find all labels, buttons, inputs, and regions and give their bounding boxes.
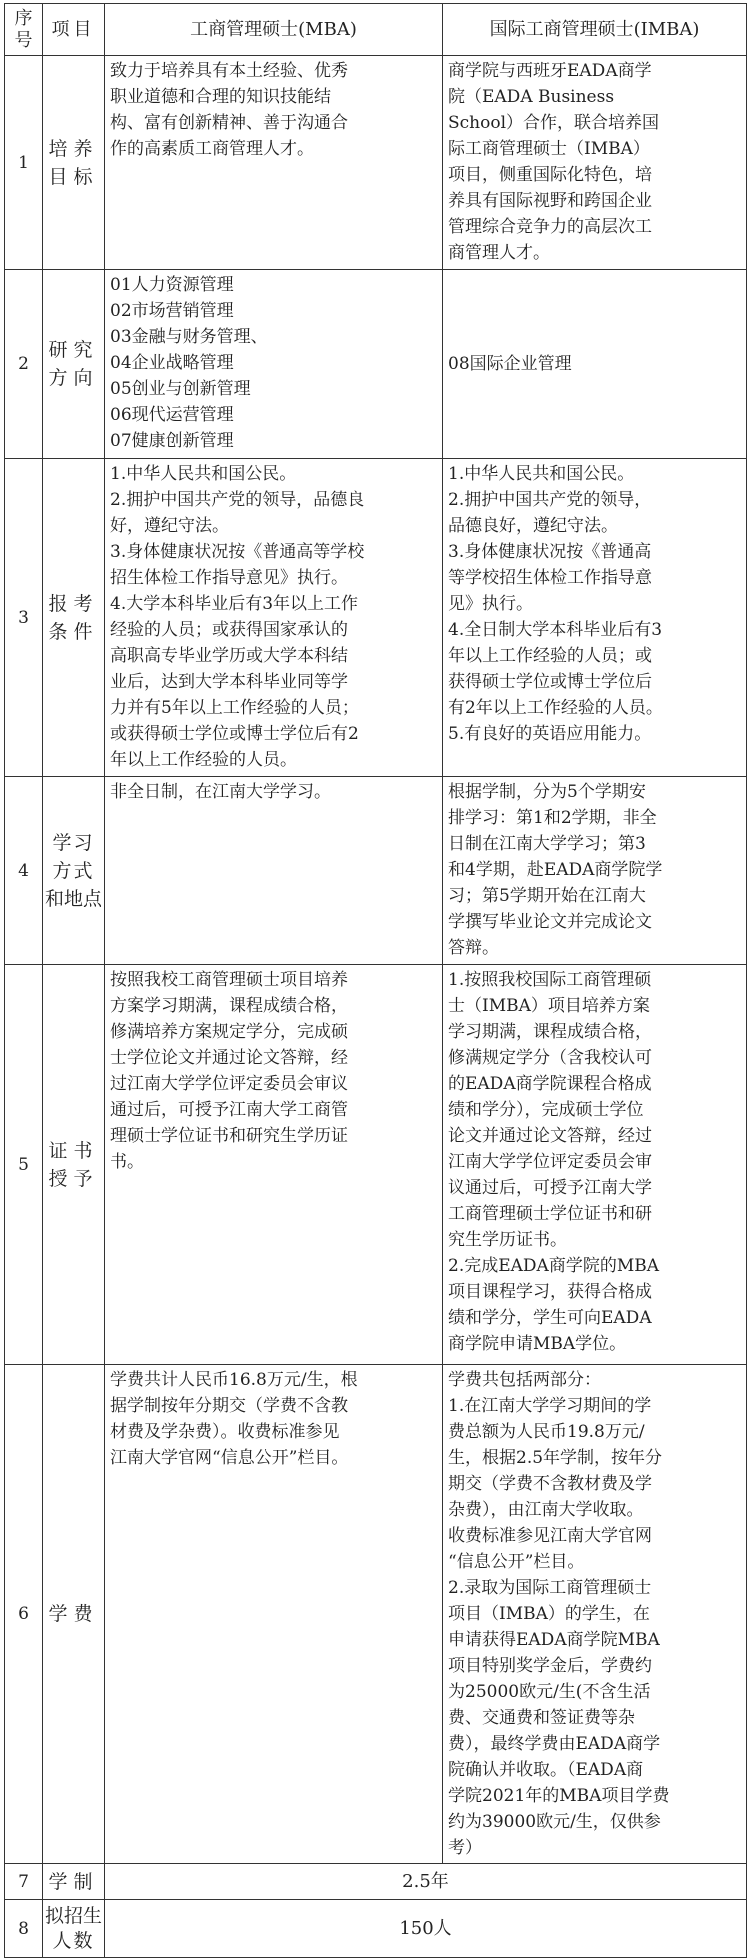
imba-cell [443, 965, 747, 1365]
text-line: 2.拥护中国共产党的领导， [448, 490, 652, 510]
text-line: 项目，侧重国际化特色，培 [448, 165, 652, 185]
text-line: 书。 [110, 1152, 144, 1172]
text-line: 好，遵纪守法。 [110, 516, 229, 536]
mba-cell [105, 777, 443, 965]
text-line: 材费及学杂费）。收费标准参见 [110, 1422, 340, 1442]
text-line: 费总额为人民币19.8万元/ [448, 1422, 645, 1442]
row-item-line: 和地点 [44, 887, 102, 910]
text-line: 习；第5学期开始在江南大 [448, 886, 646, 906]
table-row [5, 777, 747, 965]
text-line: 业后，达到大学本科毕业同等学 [110, 672, 348, 692]
text-line: 商管理人才。 [448, 243, 550, 263]
row-item-line: 学习 [52, 831, 95, 854]
text-line: 02市场营销管理 [110, 301, 234, 321]
mba-cell [105, 1365, 443, 1864]
row-item-line: 学制 [48, 1870, 99, 1893]
text-line: 03金融与财务管理、 [110, 327, 268, 347]
text-line: 1.按照我校国际工商管理硕 [448, 970, 652, 990]
text-line: 费），最终学费由EADA商学 [448, 1734, 661, 1754]
text-line: 管理综合竞争力的高层次工 [448, 217, 652, 237]
header-no-text: 序号 [14, 7, 33, 51]
text-line: 修满培养方案规定学分，完成硕 [110, 1022, 348, 1042]
text-line: 年以上工作经验的人员。 [110, 750, 297, 770]
text-line: 品德良好，遵纪守法。 [448, 516, 618, 536]
text-line: 07健康创新管理 [110, 431, 234, 451]
text-line: 1.在江南大学学习期间的学 [448, 1396, 652, 1416]
row-item-line: 方向 [48, 367, 99, 389]
text-line: 4.大学本科毕业后有3年以上工作 [110, 594, 359, 614]
text-line: 通过后，可授予江南大学工商管 [110, 1100, 348, 1120]
text-line: 期交（学费不含教材费及学 [448, 1474, 652, 1494]
header-item: 项目 [43, 4, 105, 56]
table-row [5, 459, 747, 777]
text-line: 商学院申请MBA学位。 [448, 1334, 627, 1354]
row-number: 4 [5, 777, 43, 965]
text-line: 有2年以上工作经验的人员。 [448, 698, 663, 718]
table-row [5, 56, 747, 270]
row-number: 3 [5, 459, 43, 777]
text-line: 力并有5年以上工作经验的人员； [110, 698, 359, 718]
text-line: 的EADA商学院课程合格成 [448, 1074, 652, 1094]
table-row [5, 1365, 747, 1864]
text-line: 日制在江南大学学习；第3 [448, 834, 646, 854]
row-number: 5 [5, 965, 43, 1365]
text-line: 工商管理硕士学位证书和研 [448, 1204, 652, 1224]
row-item [43, 965, 105, 1365]
row-number: 7 [5, 1864, 43, 1900]
imba-cell [443, 459, 747, 777]
row-number: 6 [5, 1365, 43, 1864]
text-line: 05创业与创新管理 [110, 379, 251, 399]
table-row [5, 1864, 747, 1900]
table-row [5, 965, 747, 1365]
text-line: 3.身体健康状况按《普通高 [448, 542, 652, 562]
text-line: 构、富有创新精神、善于沟通合 [110, 113, 348, 133]
imba-cell [443, 56, 747, 270]
text-line: 1.中华人民共和国公民。 [448, 464, 635, 484]
text-line: 学院2021年的MBA项目学费 [448, 1786, 670, 1806]
text-line: 见》执行。 [448, 594, 533, 614]
row-item [43, 270, 105, 459]
text-line: 申请获得EADA商学院MBA [448, 1630, 660, 1650]
text-line: 项目特别奖学金后，学费约 [448, 1656, 652, 1676]
text-line: 经验的人员；或获得国家承认的 [110, 620, 348, 640]
header-mba: 工商管理硕士(MBA) [105, 4, 443, 56]
row-item-line: 证书 [48, 1139, 99, 1162]
text-line: 绩和学分），完成硕士学位 [448, 1100, 644, 1120]
imba-cell [443, 777, 747, 965]
text-line: 08国际企业管理 [448, 354, 572, 374]
row-item-line: 研究 [48, 339, 99, 361]
text-line: 江南大学官网“信息公开”栏目。 [110, 1448, 349, 1468]
row-item-line: 授予 [48, 1167, 99, 1190]
header-row [5, 4, 747, 56]
text-line: 06现代运营管理 [110, 405, 234, 425]
imba-cell [443, 270, 747, 459]
text-line: 学费共计人民币16.8万元/生，根 [110, 1370, 358, 1390]
imba-cell [443, 1365, 747, 1864]
text-line: 3.身体健康状况按《普通高等学校 [110, 542, 365, 562]
text-line: 费、交通费和签证费等杂 [448, 1708, 635, 1728]
text-line: 江南大学学位评定委员会审 [448, 1152, 652, 1172]
row-item [43, 459, 105, 777]
text-line: 4.全日制大学本科毕业后有3 [448, 620, 663, 640]
text-line: 作的高素质工商管理人才。 [110, 139, 314, 159]
row-item-line: 学费 [48, 1603, 99, 1625]
text-line: 或获得硕士学位或博士学位后有2 [110, 724, 359, 744]
text-line: 等学校招生体检工作指导意 [448, 568, 652, 588]
text-line: 01人力资源管理 [110, 275, 234, 295]
mba-cell [105, 56, 443, 270]
text-line: 2.拥护中国共产党的领导，品德良 [110, 490, 365, 510]
shared-value-cell: 150人 [105, 1900, 747, 1958]
text-line: 养具有国际视野和跨国企业 [448, 191, 652, 211]
text-line: 绩和学分，学生可向EADA [448, 1308, 652, 1328]
text-line: 方案学习期满，课程成绩合格， [110, 996, 348, 1016]
text-line: 职业道德和合理的知识技能结 [110, 87, 331, 107]
program-comparison-table [4, 3, 747, 1958]
text-line: 院确认并收取。（EADA商 [448, 1760, 644, 1780]
text-line: 1.中华人民共和国公民。 [110, 464, 297, 484]
shared-value-cell: 2.5年 [105, 1864, 747, 1900]
row-item [43, 777, 105, 965]
text-line: 学费共包括两部分： [448, 1370, 601, 1390]
text-line: School）合作，联合培养国 [448, 113, 660, 133]
row-item-line: 条件 [48, 620, 99, 643]
text-line: 答辩。 [448, 938, 499, 958]
row-item [43, 56, 105, 270]
mba-cell [105, 965, 443, 1365]
text-line: 5.有良好的英语应用能力。 [448, 724, 652, 744]
header-imba: 国际工商管理硕士(IMBA) [443, 4, 747, 56]
text-line: “信息公开”栏目。 [448, 1552, 585, 1572]
text-line: 生，根据2.5年学制，按年分 [448, 1448, 663, 1468]
row-number: 2 [5, 270, 43, 459]
text-line: 士学位论文并通过论文答辩，经 [110, 1048, 348, 1068]
text-line: 排学习：第1和2学期，非全 [448, 808, 657, 828]
row-number: 8 [5, 1900, 43, 1958]
text-line: 据学制按年分期交（学费不含教 [110, 1396, 348, 1416]
text-line: 和4学期，赴EADA商学院学 [448, 860, 663, 880]
text-line: 04企业战略管理 [110, 353, 234, 373]
mba-cell [105, 270, 443, 459]
row-item-line: 拟招生 [44, 1904, 102, 1927]
text-line: 按照我校工商管理硕士项目培养 [110, 970, 348, 990]
header-no [5, 4, 43, 56]
text-line: 年以上工作经验的人员；或 [448, 646, 652, 666]
text-line: 修满规定学分（含我校认可 [448, 1048, 652, 1068]
text-line: 2.录取为国际工商管理硕士 [448, 1578, 652, 1598]
text-line: 高职高专毕业学历或大学本科结 [110, 646, 348, 666]
text-line: 项目（IMBA）的学生，在 [448, 1604, 650, 1624]
text-line: 获得硕士学位或博士学位后 [448, 672, 652, 692]
text-line: 2.完成EADA商学院的MBA [448, 1256, 659, 1276]
text-line: 士（IMBA）项目培养方案 [448, 996, 650, 1016]
text-line: 考） [448, 1838, 482, 1858]
text-line: 究生学历证书。 [448, 1230, 567, 1250]
text-line: 收费标准参见江南大学官网 [448, 1526, 652, 1546]
text-line: 际工商管理硕士（IMBA） [448, 139, 650, 159]
text-line: 过江南大学学位评定委员会审议 [110, 1074, 348, 1094]
table-row [5, 270, 747, 459]
text-line: 项目课程学习，获得合格成 [448, 1282, 652, 1302]
text-line: 论文并通过论文答辩，经过 [448, 1126, 652, 1146]
text-line: 理硕士学位证书和研究生学历证 [110, 1126, 348, 1146]
text-line: 学习期满，课程成绩合格， [448, 1022, 652, 1042]
text-line: 致力于培养具有本土经验、优秀 [110, 61, 348, 81]
row-item-line: 培养 [48, 137, 99, 160]
row-item-line: 人数 [52, 1929, 95, 1952]
row-item [43, 1365, 105, 1864]
text-line: 根据学制，分为5个学期安 [448, 782, 646, 802]
text-line: 非全日制，在江南大学学习。 [110, 782, 331, 802]
row-number: 1 [5, 56, 43, 270]
text-line: 约为39000欧元/生，仅供参 [448, 1812, 661, 1832]
row-item [43, 1900, 105, 1958]
row-item-line: 报考 [48, 592, 99, 615]
text-line: 为25000欧元/生(不含生活 [448, 1682, 651, 1702]
text-line: 招生体检工作指导意见》执行。 [110, 568, 348, 588]
text-line: 杂费），由江南大学收取。 [448, 1500, 644, 1520]
text-line: 学撰写毕业论文并完成论文 [448, 912, 652, 932]
text-line: 议通过后，可授予江南大学 [448, 1178, 652, 1198]
row-item-line: 方式 [52, 859, 95, 882]
mba-cell [105, 459, 443, 777]
row-item [43, 1864, 105, 1900]
text-line: 院（EADA Business [448, 87, 615, 107]
table-row [5, 1900, 747, 1958]
row-item-line: 目标 [48, 165, 99, 188]
text-line: 商学院与西班牙EADA商学 [448, 61, 652, 81]
